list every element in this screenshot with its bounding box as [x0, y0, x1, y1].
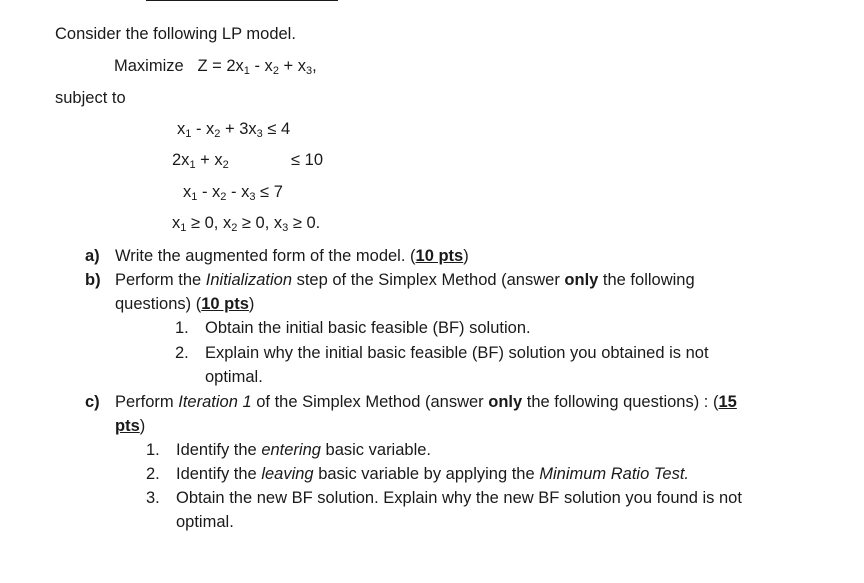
question-b-item-2-text-cont: optimal. — [205, 368, 263, 386]
top-underline-rule — [146, 0, 338, 1]
question-c-line-1: Perform Iteration 1 of the Simplex Method (answer only the following questions) : (15 — [115, 393, 737, 411]
subject-to-label: subject to — [55, 89, 126, 107]
question-a-points: 10 pts — [415, 247, 464, 265]
question-c-item-3-number: 3. — [146, 489, 160, 507]
question-b-item-1-number: 1. — [175, 319, 189, 337]
question-b-points: 10 pts — [201, 295, 249, 313]
objective-expr: $Z = 2x_1 - x_2 + x_3$, — [197, 57, 317, 77]
question-a-text: Write the augmented form of the model. (10 pts) — [115, 247, 469, 265]
question-b-item-2-text: Explain why the initial basic feasible (BF) solution you obtained is not — [205, 344, 709, 362]
question-c-item-2-number: 2. — [146, 465, 160, 483]
constraint-1: $x_1 - x_2 + 3x_3 \le 4$ — [177, 120, 291, 140]
question-c-marker: c) — [85, 393, 100, 411]
question-c-item-2-text: Identify the leaving basic variable by applying the Minimum Ratio Test. — [176, 465, 690, 483]
objective-line — [114, 56, 317, 76]
question-a-marker: a) — [85, 247, 100, 265]
question-b-marker: b) — [85, 271, 101, 289]
question-b-item-2-number: 2. — [175, 344, 189, 362]
question-c-points-number: 15 — [718, 393, 737, 411]
nonnegativity-constraints: $x_1 \ge 0$, $x_2 \ge 0$, $x_3 \ge 0$. — [172, 214, 321, 234]
question-c-points-unit: pts — [115, 417, 140, 435]
constraint-3: $x_1 - x_2 - x_3 \le 7$ — [183, 183, 283, 203]
intro-text: Consider the following LP model. — [55, 25, 296, 43]
question-b-line-1: Perform the Initialization step of the Simplex Method (answer only the following — [115, 271, 695, 289]
question-c-item-1-text: Identify the entering basic variable. — [176, 441, 432, 459]
question-c-item-3-text-cont: optimal. — [176, 513, 234, 531]
constraint-2-rhs: ≤ 10 — [291, 151, 323, 169]
question-c-item-3-text: Obtain the new BF solution. Explain why the new BF solution you found is not — [176, 489, 742, 507]
question-c-item-1-number: 1. — [146, 441, 160, 459]
question-b-item-1-text: Obtain the initial basic feasible (BF) solution. — [205, 319, 531, 337]
objective-label: Maximize — [114, 57, 184, 75]
question-b-line-2: questions) (10 pts) — [115, 295, 255, 313]
constraint-2: $2x_1 + x_2$ — [172, 151, 229, 171]
question-c-line-2: pts) — [115, 417, 146, 435]
